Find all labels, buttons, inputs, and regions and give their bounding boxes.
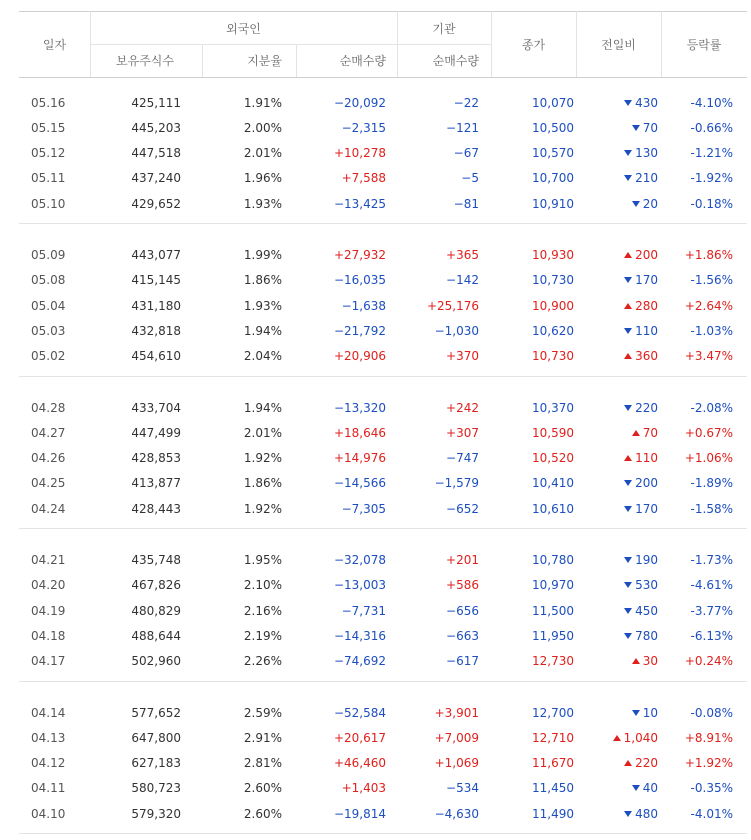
- table-row: [19, 116, 747, 141]
- cell-rate: -0.18%: [690, 196, 733, 211]
- cell-foreign-net: −14,566: [333, 476, 386, 491]
- change-value: 200: [635, 248, 658, 262]
- group-separator: [19, 223, 747, 224]
- cell-close: 10,590: [532, 425, 574, 440]
- cell-ratio: 2.00%: [243, 120, 282, 135]
- cell-change: [584, 396, 658, 421]
- cell-rate: +8.91%: [684, 730, 733, 745]
- triangle-down-icon: [624, 480, 632, 486]
- cell-inst-net: −617: [446, 654, 479, 669]
- change-value: 170: [635, 273, 658, 288]
- change-value: 1,040: [623, 730, 658, 745]
- header-mid-border: [90, 44, 491, 45]
- group-separator: [19, 528, 747, 529]
- cell-ratio: 2.19%: [243, 628, 282, 643]
- table-row: [19, 192, 747, 217]
- header-foreign-net: 순매수량: [339, 54, 386, 68]
- cell-foreign-net: +27,932: [333, 248, 386, 262]
- cell-ratio: 2.16%: [243, 603, 282, 618]
- cell-change: [584, 701, 658, 726]
- cell-change: [584, 471, 658, 496]
- cell-rate: -0.08%: [690, 705, 733, 720]
- cell-holdings: 454,610: [131, 349, 181, 364]
- cell-change: [584, 141, 658, 166]
- header-bottom-border: [19, 77, 747, 78]
- change-value: 190: [635, 553, 658, 567]
- cell-date: 05.02: [31, 349, 66, 364]
- triangle-down-icon: [624, 557, 632, 563]
- change-value: 450: [635, 603, 658, 618]
- cell-date: 04.21: [31, 553, 66, 567]
- header-divider: [296, 44, 297, 77]
- cell-holdings: 428,853: [131, 451, 181, 466]
- table-row: [19, 497, 747, 522]
- cell-rate: +3.47%: [684, 349, 733, 364]
- cell-foreign-net: −52,584: [333, 705, 386, 720]
- cell-change: [584, 421, 658, 446]
- change-value: 780: [635, 628, 658, 643]
- cell-holdings: 415,145: [131, 273, 181, 288]
- cell-rate: -1.73%: [690, 553, 733, 567]
- header-institution: 기관: [432, 22, 456, 36]
- cell-date: 04.12: [31, 756, 66, 771]
- cell-close: 11,500: [532, 603, 574, 618]
- cell-inst-net: −121: [446, 120, 479, 135]
- cell-date: 04.17: [31, 654, 66, 669]
- change-value: 110: [635, 451, 658, 466]
- cell-foreign-net: +46,460: [333, 756, 386, 771]
- cell-rate: +2.64%: [684, 298, 733, 313]
- triangle-up-icon: [624, 303, 632, 309]
- cell-foreign-net: −32,078: [333, 553, 386, 567]
- cell-foreign-net: +20,617: [333, 730, 386, 745]
- table-row: [19, 396, 747, 421]
- cell-close: 11,670: [532, 756, 574, 771]
- change-value: 70: [642, 425, 658, 440]
- change-value: 20: [642, 196, 658, 211]
- header-foreign: 외국인: [226, 22, 261, 36]
- change-value: 200: [635, 476, 658, 491]
- cell-rate: -6.13%: [690, 628, 733, 643]
- triangle-down-icon: [632, 125, 640, 131]
- cell-holdings: 428,443: [131, 501, 181, 516]
- table-row: [19, 446, 747, 471]
- cell-holdings: 431,180: [131, 298, 181, 313]
- table-row: [19, 243, 747, 268]
- triangle-up-icon: [624, 760, 632, 766]
- cell-rate: -1.89%: [690, 476, 733, 491]
- cell-rate: -1.92%: [690, 171, 733, 186]
- table-row: [19, 268, 747, 293]
- cell-foreign-net: +7,588: [341, 171, 386, 186]
- cell-close: 10,520: [532, 451, 574, 466]
- cell-inst-net: −142: [446, 273, 479, 288]
- cell-foreign-net: +18,646: [333, 425, 386, 440]
- cell-ratio: 1.99%: [243, 248, 282, 262]
- cell-rate: -4.01%: [690, 806, 733, 821]
- cell-close: 10,570: [532, 146, 574, 161]
- cell-rate: +0.67%: [684, 425, 733, 440]
- cell-holdings: 627,183: [131, 756, 181, 771]
- cell-holdings: 425,111: [131, 95, 181, 110]
- cell-date: 04.27: [31, 425, 66, 440]
- cell-date: 04.24: [31, 501, 66, 516]
- cell-ratio: 1.92%: [243, 501, 282, 516]
- cell-change: [584, 243, 658, 268]
- header-date: 일자: [42, 38, 67, 52]
- cell-ratio: 2.59%: [243, 705, 282, 720]
- cell-change: [584, 319, 658, 344]
- cell-inst-net: −1,030: [434, 323, 479, 338]
- cell-date: 05.11: [31, 171, 66, 186]
- triangle-up-icon: [624, 353, 632, 359]
- cell-holdings: 437,240: [131, 171, 181, 186]
- cell-foreign-net: −21,792: [333, 323, 386, 338]
- cell-foreign-net: −1,638: [341, 298, 386, 313]
- cell-holdings: 432,818: [131, 323, 181, 338]
- cell-date: 04.20: [31, 578, 66, 593]
- cell-foreign-net: −2,315: [341, 120, 386, 135]
- cell-date: 04.10: [31, 806, 66, 821]
- table-row: [19, 141, 747, 166]
- cell-close: 10,900: [532, 298, 574, 313]
- header-divider: [397, 11, 398, 77]
- cell-foreign-net: −20,092: [333, 95, 386, 110]
- cell-inst-net: +7,009: [434, 730, 479, 745]
- table-row: [19, 776, 747, 801]
- table-row: [19, 599, 747, 624]
- cell-rate: -0.66%: [690, 120, 733, 135]
- cell-date: 04.26: [31, 451, 66, 466]
- cell-ratio: 1.93%: [243, 196, 282, 211]
- change-value: 70: [642, 120, 658, 135]
- cell-ratio: 2.81%: [243, 756, 282, 771]
- table-bottom-border: [19, 833, 747, 834]
- cell-holdings: 577,652: [131, 705, 181, 720]
- cell-date: 04.25: [31, 476, 66, 491]
- cell-rate: +0.24%: [684, 654, 733, 669]
- change-value: 40: [642, 781, 658, 796]
- cell-rate: -1.56%: [690, 273, 733, 288]
- cell-close: 10,610: [532, 501, 574, 516]
- header-divider: [202, 44, 203, 77]
- cell-ratio: 1.91%: [243, 95, 282, 110]
- cell-close: 10,730: [532, 273, 574, 288]
- cell-close: 10,930: [532, 248, 574, 262]
- table-row: [19, 548, 747, 573]
- cell-close: 10,370: [532, 400, 574, 415]
- cell-ratio: 2.60%: [243, 781, 282, 796]
- cell-foreign-net: +10,278: [333, 146, 386, 161]
- group-separator: [19, 681, 747, 682]
- cell-close: 12,730: [532, 654, 574, 669]
- cell-date: 04.13: [31, 730, 66, 745]
- cell-inst-net: +365: [446, 248, 479, 262]
- header-top-border: [19, 11, 747, 12]
- cell-rate: +1.92%: [684, 756, 733, 771]
- triangle-down-icon: [632, 201, 640, 207]
- change-value: 170: [635, 501, 658, 516]
- triangle-down-icon: [624, 328, 632, 334]
- cell-holdings: 467,826: [131, 578, 181, 593]
- cell-holdings: 445,203: [131, 120, 181, 135]
- table-row: [19, 751, 747, 776]
- cell-close: 11,450: [532, 781, 574, 796]
- cell-inst-net: +242: [446, 400, 479, 415]
- change-value: 220: [635, 400, 658, 415]
- cell-inst-net: −663: [446, 628, 479, 643]
- cell-change: [584, 344, 658, 369]
- cell-ratio: 1.86%: [243, 476, 282, 491]
- cell-date: 05.16: [31, 95, 66, 110]
- cell-ratio: 1.93%: [243, 298, 282, 313]
- cell-change: [584, 294, 658, 319]
- cell-rate: -4.61%: [690, 578, 733, 593]
- cell-inst-net: −5: [461, 171, 479, 186]
- cell-rate: -3.77%: [690, 603, 733, 618]
- table-row: [19, 701, 747, 726]
- cell-rate: -1.03%: [690, 323, 733, 338]
- cell-inst-net: −534: [446, 781, 479, 796]
- cell-inst-net: +307: [446, 425, 479, 440]
- triangle-down-icon: [624, 811, 632, 817]
- header-rate: 등락률: [686, 38, 722, 52]
- cell-inst-net: −4,630: [434, 806, 479, 821]
- cell-close: 10,070: [532, 95, 574, 110]
- cell-date: 04.28: [31, 400, 66, 415]
- cell-close: 11,950: [532, 628, 574, 643]
- cell-holdings: 447,518: [131, 146, 181, 161]
- cell-close: 10,700: [532, 171, 574, 186]
- change-value: 530: [635, 578, 658, 593]
- cell-inst-net: +201: [446, 553, 479, 567]
- change-value: 130: [635, 146, 658, 161]
- change-value: 30: [642, 654, 658, 669]
- cell-change: [584, 548, 658, 573]
- triangle-down-icon: [624, 608, 632, 614]
- table-row: [19, 294, 747, 319]
- cell-close: 12,700: [532, 705, 574, 720]
- header-close: 종가: [521, 38, 546, 52]
- cell-ratio: 1.92%: [243, 451, 282, 466]
- cell-rate: -0.35%: [690, 781, 733, 796]
- cell-close: 11,490: [532, 806, 574, 821]
- triangle-down-icon: [632, 785, 640, 791]
- cell-holdings: 647,800: [131, 730, 181, 745]
- cell-date: 05.10: [31, 196, 66, 211]
- cell-holdings: 435,748: [131, 553, 181, 567]
- change-value: 360: [635, 349, 658, 364]
- cell-change: [584, 192, 658, 217]
- cell-foreign-net: −16,035: [333, 273, 386, 288]
- cell-date: 05.12: [31, 146, 66, 161]
- cell-rate: -4.10%: [690, 95, 733, 110]
- table-row: [19, 319, 747, 344]
- header-change: 전일비: [601, 38, 636, 52]
- cell-foreign-net: +1,403: [341, 781, 386, 796]
- cell-inst-net: −81: [453, 196, 479, 211]
- change-value: 110: [635, 323, 658, 338]
- cell-foreign-net: −13,320: [333, 400, 386, 415]
- cell-close: 12,710: [532, 730, 574, 745]
- change-value: 480: [635, 806, 658, 821]
- cell-change: [584, 751, 658, 776]
- cell-ratio: 1.94%: [243, 323, 282, 338]
- cell-inst-net: −747: [446, 451, 479, 466]
- cell-change: [584, 268, 658, 293]
- cell-date: 04.11: [31, 781, 66, 796]
- cell-ratio: 2.91%: [243, 730, 282, 745]
- cell-foreign-net: −19,814: [333, 806, 386, 821]
- cell-inst-net: −67: [453, 146, 479, 161]
- change-value: 280: [635, 298, 658, 313]
- cell-change: [584, 802, 658, 827]
- cell-change: [584, 649, 658, 674]
- cell-inst-net: +3,901: [434, 705, 479, 720]
- table-row: [19, 91, 747, 116]
- table-row: [19, 421, 747, 446]
- triangle-down-icon: [624, 150, 632, 156]
- cell-close: 10,410: [532, 476, 574, 491]
- cell-date: 05.08: [31, 273, 66, 288]
- change-value: 10: [642, 705, 658, 720]
- table-row: [19, 802, 747, 827]
- change-value: 430: [635, 95, 658, 110]
- cell-rate: -2.08%: [690, 400, 733, 415]
- cell-rate: +1.06%: [684, 451, 733, 466]
- cell-close: 10,780: [532, 553, 574, 567]
- triangle-down-icon: [632, 710, 640, 716]
- triangle-up-icon: [632, 430, 640, 436]
- cell-ratio: 1.86%: [243, 273, 282, 288]
- cell-change: [584, 624, 658, 649]
- header-inst-net: 순매수량: [432, 54, 479, 68]
- cell-holdings: 447,499: [131, 425, 181, 440]
- cell-ratio: 2.10%: [243, 578, 282, 593]
- cell-ratio: 2.01%: [243, 425, 282, 440]
- cell-date: 05.15: [31, 120, 66, 135]
- cell-date: 04.18: [31, 628, 66, 643]
- cell-holdings: 443,077: [131, 248, 181, 262]
- triangle-down-icon: [624, 175, 632, 181]
- cell-holdings: 413,877: [131, 476, 181, 491]
- change-value: 220: [635, 756, 658, 771]
- cell-close: 10,910: [532, 196, 574, 211]
- cell-change: [584, 116, 658, 141]
- cell-inst-net: −652: [446, 501, 479, 516]
- cell-inst-net: +25,176: [426, 298, 479, 313]
- cell-ratio: 2.26%: [243, 654, 282, 669]
- cell-holdings: 502,960: [131, 654, 181, 669]
- triangle-down-icon: [624, 633, 632, 639]
- triangle-down-icon: [624, 405, 632, 411]
- cell-inst-net: −22: [453, 95, 479, 110]
- table-row: [19, 649, 747, 674]
- triangle-up-icon: [632, 658, 640, 664]
- table-row: [19, 471, 747, 496]
- cell-close: 10,500: [532, 120, 574, 135]
- cell-holdings: 580,723: [131, 781, 181, 796]
- cell-rate: -1.58%: [690, 501, 733, 516]
- cell-date: 04.19: [31, 603, 66, 618]
- cell-ratio: 2.60%: [243, 806, 282, 821]
- cell-change: [584, 446, 658, 471]
- cell-foreign-net: −14,316: [333, 628, 386, 643]
- header-divider: [90, 11, 91, 77]
- header-holdings: 보유주식수: [116, 54, 174, 68]
- cell-ratio: 1.96%: [243, 171, 282, 186]
- cell-foreign-net: −7,305: [341, 501, 386, 516]
- triangle-down-icon: [624, 506, 632, 512]
- cell-close: 10,730: [532, 349, 574, 364]
- cell-ratio: 1.94%: [243, 400, 282, 415]
- cell-holdings: 429,652: [131, 196, 181, 211]
- cell-ratio: 2.01%: [243, 146, 282, 161]
- group-separator: [19, 376, 747, 377]
- cell-rate: -1.21%: [690, 146, 733, 161]
- cell-foreign-net: −7,731: [341, 603, 386, 618]
- cell-date: 05.04: [31, 298, 66, 313]
- change-value: 210: [635, 171, 658, 186]
- cell-holdings: 488,644: [131, 628, 181, 643]
- cell-change: [584, 599, 658, 624]
- table-row: [19, 573, 747, 598]
- cell-date: 05.09: [31, 248, 66, 262]
- header-ratio: 지분율: [247, 54, 282, 68]
- cell-holdings: 579,320: [131, 806, 181, 821]
- cell-date: 05.03: [31, 323, 66, 338]
- cell-change: [584, 776, 658, 801]
- triangle-up-icon: [624, 455, 632, 461]
- cell-inst-net: +370: [446, 349, 479, 364]
- triangle-up-icon: [613, 735, 621, 741]
- cell-change: [584, 166, 658, 191]
- cell-close: 10,970: [532, 578, 574, 593]
- cell-change: [584, 497, 658, 522]
- triangle-down-icon: [624, 582, 632, 588]
- table-row: [19, 624, 747, 649]
- cell-foreign-net: +14,976: [333, 451, 386, 466]
- investor-trading-table: [19, 0, 747, 840]
- cell-change: [584, 573, 658, 598]
- cell-change: [584, 91, 658, 116]
- table-row: [19, 166, 747, 191]
- cell-holdings: 433,704: [131, 400, 181, 415]
- cell-holdings: 480,829: [131, 603, 181, 618]
- cell-foreign-net: +20,906: [333, 349, 386, 364]
- cell-rate: +1.86%: [684, 248, 733, 262]
- cell-close: 10,620: [532, 323, 574, 338]
- cell-date: 04.14: [31, 705, 66, 720]
- table-row: [19, 344, 747, 369]
- cell-inst-net: +586: [446, 578, 479, 593]
- cell-foreign-net: −74,692: [333, 654, 386, 669]
- cell-ratio: 1.95%: [243, 553, 282, 567]
- cell-inst-net: +1,069: [434, 756, 479, 771]
- cell-change: [584, 726, 658, 751]
- triangle-down-icon: [624, 100, 632, 106]
- triangle-up-icon: [624, 252, 632, 258]
- cell-foreign-net: −13,003: [333, 578, 386, 593]
- cell-foreign-net: −13,425: [333, 196, 386, 211]
- table-row: [19, 726, 747, 751]
- cell-ratio: 2.04%: [243, 349, 282, 364]
- cell-inst-net: −1,579: [434, 476, 479, 491]
- cell-inst-net: −656: [446, 603, 479, 618]
- triangle-down-icon: [624, 277, 632, 283]
